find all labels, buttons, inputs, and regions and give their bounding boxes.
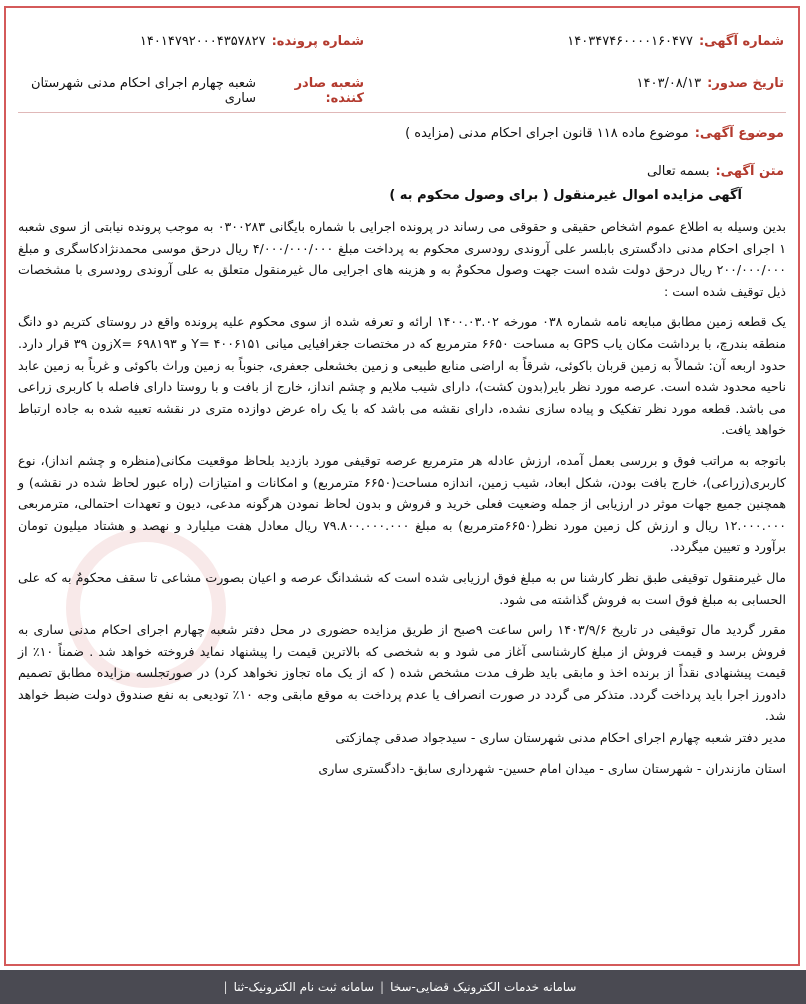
issuing-branch-value: شعبه چهارم اجرای احکام مدنی شهرستان ساری [30,76,257,106]
address-line: استان مازندران - شهرستان ساری - میدان امام حسین- شهرداری سابق- دادگستری ساری [318,760,786,776]
basmala: بسمه تعالی [646,164,710,179]
ad-number [567,34,784,49]
ad-number-value: ۱۴۰۳۴۷۴۶۰۰۰۰۱۶۰۴۷۷ [567,34,693,49]
header-divider [18,112,786,113]
footer-bar [0,970,806,1004]
issue-date-label: تاریخ صدور: [707,76,784,91]
issue-date-value: ۱۴۰۳/۰۸/۱۳ [636,76,702,91]
signature-line: مدیر دفتر شعبه چهارم اجرای احکام مدنی شهرستان ساری - سیدجواد صدقی چمازکتی [335,730,786,746]
case-number-label: شماره پرونده: [271,34,364,49]
notice-body [18,216,786,788]
footer-link-sana[interactable]: سامانه ثبت نام الکترونیک-ثنا [233,980,375,994]
subject-label: موضوع آگهی: [694,126,784,141]
paragraph-valuation: باتوجه به مراتب فوق و بررسی بعمل آمده، ارزش عادله هر مترمربع عرصه توقیفی مورد بازدید بلحاظ موقعیت مکانی(منظره و چشم انداز)، نوع کاربری(زراعی)، خارج بافت بودن، شکل ابعاد، شیب زمین، اندازه مساحت(۶۶۵۰ مترمربع) و امکانات و امتیازات (راه عبور لحاظ شده در نقشه) و همچنین جمیع جهات موثر در ارزیابی از جمله وضعیت فعلی خرید و فروش و بدون لحاظ نمودن هرگونه مدعی، دیون و تعهدات احتمالی، مترمربعی ۱۲.۰۰۰.۰۰۰ ریال و ارزش کل زمین مورد نظر(۶۶۵۰مترمربع) به مبلغ ۷۹.۸۰۰.۰۰۰.۰۰۰ ریال معادل هفت میلیارد و نهصد و هشتاد میلیون تومان برآورد و تعیین میگردد. [18,452,786,555]
notice-frame [4,6,800,966]
paragraph-intro: بدین وسیله به اطلاع عموم اشخاص حقیقی و حقوقی می رساند در پرونده اجرایی با شماره بایگانی ۰۳۰۰۲۸۳ به موجب پرونده نیابتی از سوی شعبه ۱ اجرای احکام مدنی دادگستری بابلسر علی آروندی رودسری محکوم به پرداخت مبلغ ۴/۰۰۰/۰۰۰/۰۰۰ ریال درحق موسی محمدنژادکاسگری و مبلغ ۲۰۰/۰۰۰/۰۰۰ ریال درحق دولت شده است جهت وصول محکومٌ به و هزینه های اجرایی مال غیرمنقول متعلق به علی آروندی رودسری با مشخصات ذیل توقیف شده است : [18,219,786,299]
issuing-branch-label: شعبه صادر کننده: [294,76,364,106]
case-number [140,34,364,49]
announcement-title: آگهی مزایده اموال غیرمنقول ( برای وصول محکوم به ) [389,188,742,203]
subject [405,126,784,141]
paragraph-property: یک قطعه زمین مطابق مبایعه نامه شماره ۰۳۸ مورخه ۱۴۰۰.۰۳.۰۲ ارائه و تعرفه شده از سوی محکوم علیه پرونده واقع در روستای کتریم دو دانگ منطقه بندرچ، با برداشت مکان یاب GPS به مساحت ۶۶۵۰ مترمربع که در مختصات جغرافیایی میانی ۴۰۰۶۱۵۱ =Y و ۶۹۸۱۹۳ =Xزون ۳۹ قرار دارد. حدود اربعه آن: شمالاً به زمین قربان باکوئی، شرقاً به اراضی منابع طبیعی و زمین بخشعلی جعفری، جنوباً به زمین وراث باکوئی و غرباً به زمین عابد ناحیه محدود شده است. عرصه مورد نظر بایر(بدون کشت)، دارای شیب ملایم و چشم انداز، خارج از بافت و با روستا دارای فاصله با کاربری زراعی می باشد. قطعه مورد نظر تفکیک و پیاده سازی نشده، دارای نقشه می باشد که با یک راه عرض دوازده متری در نقشه تعبیه شده به جاده ارتباط خواهد یافت. [18,314,786,438]
subject-value: موضوع ماده ۱۱۸ قانون اجرای احکام مدنی (مزایده ) [405,126,689,141]
paragraph-auction-terms: مقرر گردید مال توقیفی در تاریخ ۱۴۰۳/۹/۶ راس ساعت ۹صبح از طریق مزایده حضوری در محل دفتر شعبه چهارم اجرای احکام مدنی ساری به فروش برسد و قیمت فروش از مبلغ کارشناسی آغاز می شود و به شخصی که بالاترین قیمت را پیشنهاد نماید فروخته خواهد شد . ضمناً ۱۰٪ از قیمت پیشنهادی نقداً از برنده اخذ و مابقی باید ظرف مدت مشخص شده ( که از یک ماه تجاوز نخواهد کرد) در صورتجلسه مزایده مطابق تصمیم دادورز اجرا باید پرداخت گردد. متذکر می گردد در صورت انصراف یا عدم پرداخت به موقع مابقی وجه ۱۰٪ تودیعی به نفع صندوق دولت ضبط خواهد شد. [18,622,787,724]
footer-separator-end: | [223,980,228,994]
case-number-value: ۱۴۰۱۴۷۹۲۰۰۰۴۳۵۷۸۲۷ [139,34,266,49]
issue-date [637,76,784,91]
footer-link-sakha[interactable]: سامانه خدمات الکترونیک قضایی-سخا [390,980,577,994]
issuing-branch [20,76,364,106]
text-label: متن آگهی: [715,164,784,179]
ad-number-label: شماره آگهی: [698,34,784,49]
paragraph-sale-basis: مال غیرمنقول توقیفی طبق نظر کارشنا س به مبلغ فوق ارزیابی شده است که ششدانگ عرصه و اعیان بصورت مشاعی تا سقف محکومٌ به که علی الحسابی به مبلغ فوق است به فروش گذاشته می شود. [18,569,786,607]
text-heading [647,164,784,179]
footer-separator: | [380,980,385,994]
